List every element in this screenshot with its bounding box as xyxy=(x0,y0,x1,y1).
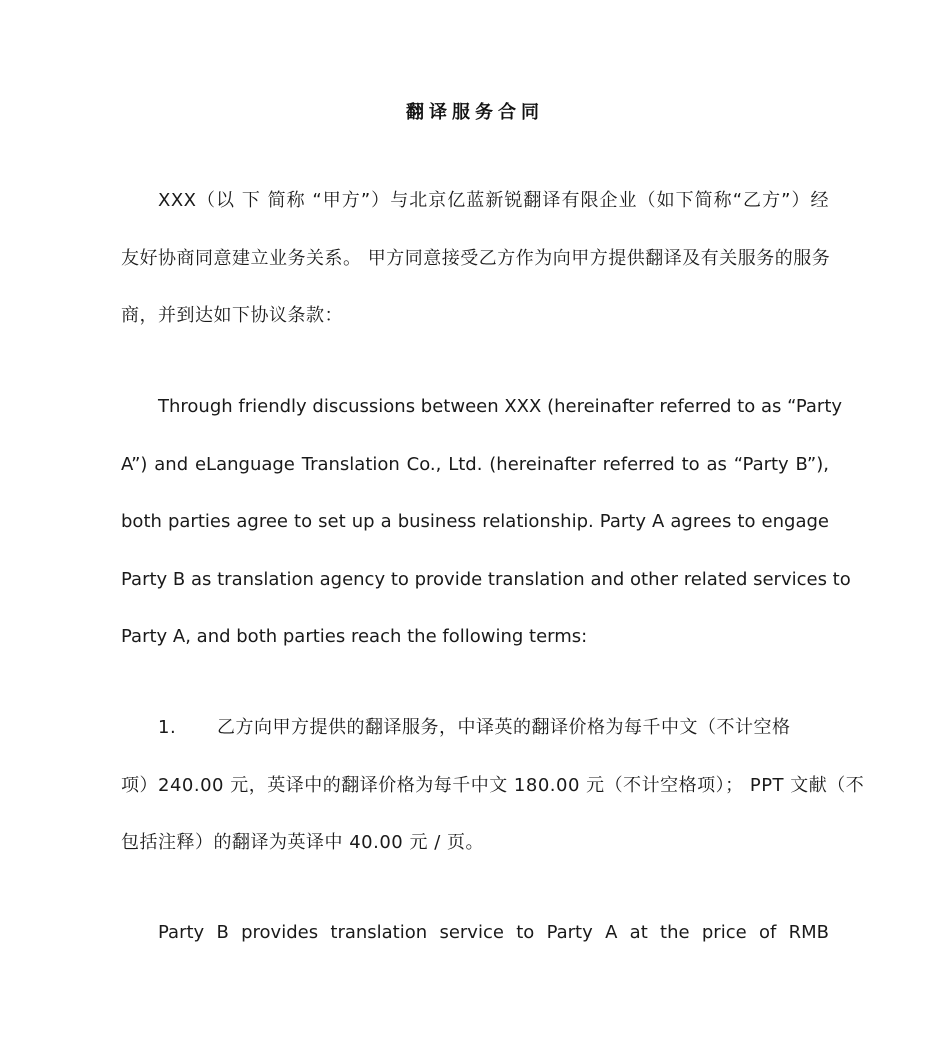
intro-zh-line-2: 友好协商同意建立业务关系。 甲方同意接受乙方作为向甲方提供翻译及有关服务的服务 xyxy=(121,247,831,269)
clause-1-en xyxy=(121,904,829,962)
clause-1-zh-line-3: 包括注释）的翻译为英译中 40.00 元 / 页。 xyxy=(121,832,484,853)
clause-1-en-line-1: Party B provides translation service to Party A at the price of RMB xyxy=(158,922,829,943)
clause-1-number: 1. xyxy=(158,717,177,738)
intro-en-line-2: A”) and eLanguage Translation Co., Ltd. (hereinafter referred to as “Party B”), xyxy=(121,453,829,475)
document-title: 翻译服务合同 xyxy=(406,102,544,123)
intro-zh-line-3: 商，并到达如下协议条款： xyxy=(121,305,343,326)
intro-paragraph-en xyxy=(121,378,851,666)
intro-en-line-3: both parties agree to set up a business relationship. Party A agrees to engage xyxy=(121,511,829,532)
clause-1-zh-line-2: 项）240.00 元，英译中的翻译价格为每千中文 180.00 元（不计空格项）； PPT 文献（不 xyxy=(121,774,865,796)
intro-en-line-1: Through friendly discussions between XXX (hereinafter referred to as “Party xyxy=(158,396,843,417)
intro-zh-line-1: XXX（以 下 简称 “甲方”）与北京亿蓝新锐翻译有限企业（如下简称“乙方”）经 xyxy=(158,190,829,211)
clause-1-zh xyxy=(121,699,865,872)
intro-en-line-5: Party A, and both parties reach the following terms: xyxy=(121,626,588,647)
clause-1-zh-line-1-text: 乙方向甲方提供的翻译服务，中译英的翻译价格为每千中文（不计空格 xyxy=(217,717,791,738)
intro-paragraph-zh xyxy=(121,172,829,345)
clause-1-zh-line-1 xyxy=(121,699,829,757)
intro-en-line-4: Party B as translation agency to provide translation and other related services to xyxy=(121,568,851,590)
